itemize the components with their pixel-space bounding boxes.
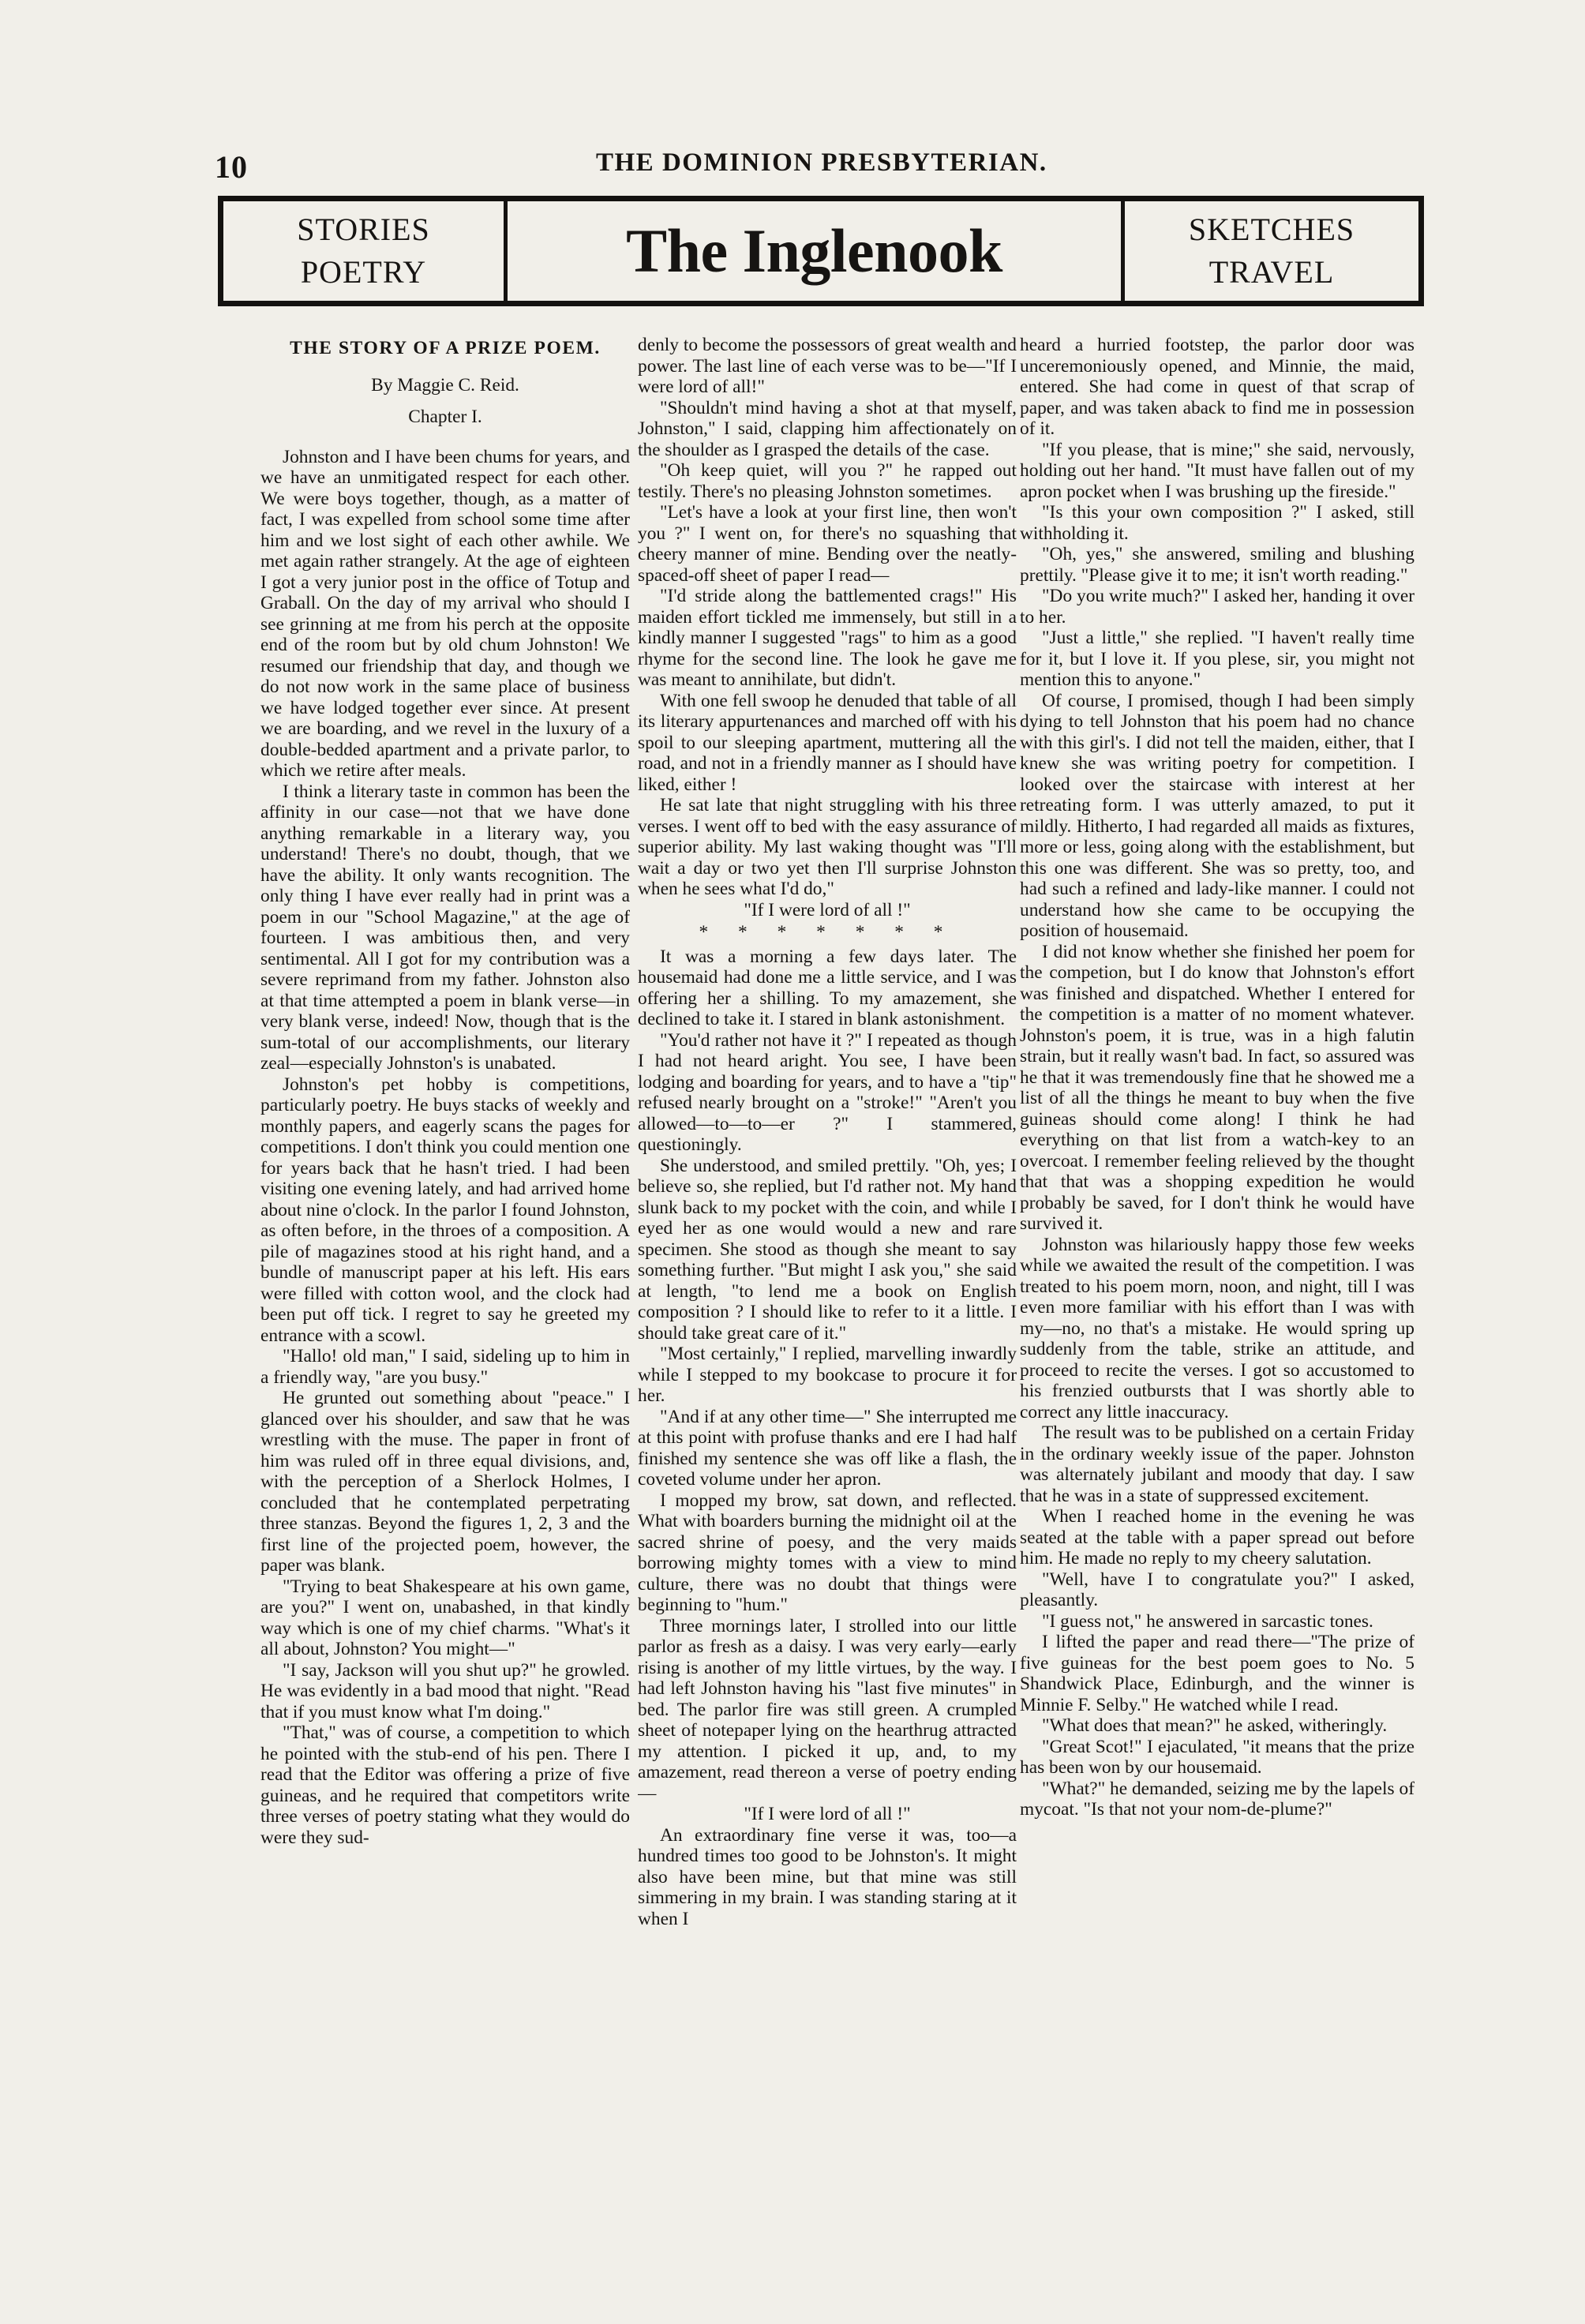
paragraph: "Shouldn't mind having a shot at that myself, Johnston," I said, clapping him affectionately on the shoulder as I grasped the details of the case. [638,397,1017,460]
paragraph: The result was to be published on a certain Friday in the ordinary weekly issue of the paper. Johnston was alternately jubilant and moody that day. I saw that he was in a state of suppressed excitement. [1020,1423,1415,1506]
text-column-3 [1020,335,1415,2292]
paragraph: Three mornings later, I strolled into our little parlor as fresh as a daisy. I was very early—early rising is another of my little virtues, by the way. I had left Johnston having his "last five minutes" in bed. The parlor fire was still green. A crumpled sheet of notepaper lying on the hearthrug attracted my attention. I picked it up, and, to my amazement, read thereon a verse of poetry ending— [638,1615,1017,1804]
text-column-2 [638,335,1017,2292]
paragraph: "I say, Jackson will you shut up?" he growled. He was evidently in a bad mood that night. "Read that if you must know what I'm doing." [260,1659,630,1722]
paragraph: Johnston was hilariously happy those few weeks while we awaited the result of the competition. I was treated to his poem morn, noon, and night, till I was even more familiar with his effort than I was with my—no, no that's a mistake. He would spring up suddenly from the table, strike an attitude, and proceed to recite the verses. I got so accustomed to his frenzied outbursts that I was shortly able to correct any little inaccuracy. [1020,1234,1415,1423]
paragraph: She understood, and smiled prettily. "Oh, yes; I believe so, she replied, but I'd rather not. My hand slunk back to my pocket with the coin, and while I eyed her as one would would a new and rare specimen. She stood as though she meant to say something further. "But might I ask you," she said at length, "to lend me a book on English composition ? I should like to refer to it a little. I should take great care of it." [638,1155,1017,1344]
paragraph: "What?" he demanded, seizing me by the lapels of mycoat. "Is that not your nom-de-plume?" [1020,1778,1415,1820]
verse-line: "If I were lord of all !" [744,899,911,920]
paragraph: "I'd stride along the battlemented crags!" His maiden effort tickled me immensely, but still in a kindly manner I suggested "rags" to him as a good rhyme for the second line. The look he gave me was meant to annihilate, but didn't. [638,586,1017,690]
paragraph: "Hallo! old man," I said, sideling up to him in a friendly way, "are you busy." [260,1346,630,1388]
paragraph: An extraordinary fine verse it was, too—a hundred times too good to be Johnston's. It might also have been mine, but that mine was still simmering in my brain. I was standing staring at it when I [638,1824,1017,1929]
paragraph: "That," was of course, a competition to which he pointed with the stub-end of his pen. There I read that the Editor was offering a prize of five guineas, and he required that competitors write three verses of poetry stating what they would do were they sud- [260,1722,630,1848]
paragraph: "Trying to beat Shakespeare at his own game, are you?" I went on, unabashed, in that kindly way which is one of my chief charms. "What's it all about, Johnston? You might—" [260,1576,630,1659]
paragraph: denly to become the possessors of great wealth and power. The last line of each verse was to be—"If I were lord of all!" [638,335,1017,397]
paragraph: "Well, have I to congratulate you?" I asked, pleasantly. [1020,1569,1415,1610]
paragraph: With one fell swoop he denuded that table of all its literary appurtenances and marched off with his spoil to our sleeping apartment, muttering all the road, and not in a friendly manner as I should have liked, either ! [638,690,1017,795]
text-column-1 [260,335,630,2292]
paragraph: "Is this your own composition ?" I asked, still withholding it. [1020,502,1415,544]
paragraph: "You'd rather not have it ?" I repeated as though I had not heard aright. You see, I have been lodging and boarding for years, and to have a "tip" refused nearly brought on a "stroke!" "Aren't you allowed—to—to—er ?" I stammered, questioningly. [638,1029,1017,1155]
paragraph: Johnston's pet hobby is competitions, particularly poetry. He buys stacks of weekly and monthly papers, and eagerly scans the pages for competitions. I don't think you could mention one for years back that he hasn't tried. I had been visiting one evening lately, and had arrived home about nine o'clock. In the parlor I found Johnston, as often before, in the throes of a composition. A pile of magazines stood at his right hand, and a bundle of manuscript paper at his left. His ears were filled with cotton wool, and the clock had been put off tick. I regret to say he greeted my entrance with a scowl. [260,1074,630,1346]
paragraph: "Great Scot!" I ejaculated, "it means that the prize has been won by our housemaid. [1020,1736,1415,1778]
story-title: THE STORY OF A PRIZE POEM. [290,338,601,358]
section-banner [218,196,1424,306]
paragraph: "What does that mean?" he asked, witheringly. [1042,1715,1388,1736]
banner-right-line-1: SKETCHES [1188,212,1355,247]
verse-line: "If I were lord of all !" [744,1804,911,1824]
paragraph: "If you please, that is mine;" she said, nervously, holding out her hand. "It must have fallen out of my apron pocket when I was brushing up the fireside." [1020,439,1415,502]
section-break: * * * * * * * [699,922,956,943]
banner-left-box [223,201,508,301]
paragraph: "And if at any other time—" She interrupted me at this point with profuse thanks and ere I had half finished my sentence she was off like a flash, the coveted volume under her apron. [638,1406,1017,1490]
paragraph: I did not know whether she finished her poem for the competion, but I do know that Johnston's effort was finished and dispatched. Whether I entered for the competition is a matter of no moment whatever. Johnston's poem, it is true, was in a high falutin strain, but it really wasn't bad. In fact, so assured was he that it was tremendously fine that he showed me a list of all the things he meant to buy when the five guineas should come along! I think he had everything on that list from a watch-key to an overcoat. I remember feeling relieved by the thought that that was a shopping expedition he would probably be saved, for I don't think he would have survived it. [1020,941,1415,1234]
paragraph: I mopped my brow, sat down, and reflected. What with boarders burning the midnight oil at the sacred shrine of poesy, and the very maids borrowing mighty tomes with a view to mind culture, there was no doubt that things were beginning to "hum." [638,1490,1017,1615]
paragraph: He grunted out something about "peace." I glanced over his shoulder, and saw that he was wrestling with the muse. The paper in front of him was ruled off in three equal divisions, and, with the perception of a Sherlock Holmes, I concluded that he contemplated perpetrating three stanzas. Beyond the figures 1, 2, 3 and the first line of the projected poem, however, the paper was blank. [260,1388,630,1576]
paragraph: When I reached home in the evening he was seated at the table with a paper spread out before him. He made no reply to my cheery salutation. [1020,1506,1415,1569]
paragraph: "Oh, yes," she answered, smiling and blushing prettily. "Please give it to me; it isn't worth reading." [1020,544,1415,586]
paragraph: "Let's have a look at your first line, then won't you ?" I went on, for there's no squashing that cheery manner of mine. Bending over the neatly-spaced-off sheet of paper I read— [638,502,1017,586]
banner-right-box [1121,201,1418,301]
paragraph: He sat late that night struggling with his three verses. I went off to bed with the easy assurance of superior ability. My last waking thought was "I'll wait a day or two yet then I'll surprise Johnston when he sees what I'd do," [638,795,1017,899]
paragraph: "Oh keep quiet, will you ?" he rapped out testily. There's no pleasing Johnston sometimes. [638,460,1017,502]
banner-left-line-1: STORIES [297,212,430,247]
section-title: The Inglenook [626,216,1002,285]
paragraph: "Most certainly," I replied, marvelling inwardly while I stepped to my bookcase to procure it for her. [638,1344,1017,1406]
paragraph: "Do you write much?" I asked her, handing it over to her. [1020,586,1415,628]
banner-right-line-2: TRAVEL [1208,254,1335,290]
paragraph: "Just a little," she replied. "I haven't really time for it, but I love it. If you plese, sir, you might not mention this to anyone." [1020,628,1415,690]
paragraph: Johnston and I have been chums for years, and we have an unmitigated respect for each other. We were boys together, though, as a matter of fact, I was expelled from school some time after him and we lost sight of each other awhile. We met again rather strangely. At the age of eighteen I got a very junior post in the office of Totup and Graball. On the day of my arrival who should I see grinning at me from his perch at the opposite end of the room but by old chum Johnston! We resumed our friendship that day, and though we do not now work in the same place of business we have lodged together ever since. At present we are boarding, and we revel in the luxury of a double-bedded apartment and a private parlor, to which we retire after meals. [260,446,630,781]
paragraph: "I guess not," he answered in sarcastic tones. [1042,1610,1373,1632]
story-byline: By Maggie C. Reid. [371,374,519,395]
paragraph: Of course, I promised, though I had been simply dying to tell Johnston that his poem had no chance with this girl's. I did not tell the maiden, either, that I knew she was writing poetry for competition. I looked over the staircase with interest at her retreating form. I was utterly amazed, to put it mildly. Hitherto, I had regarded all maids as fixtures, more or less, going along with the establishment, but this one was different. She was so pretty, too, and had such a refined and lady-like manner. I could not understand how she came to be occupying the position of housemaid. [1020,690,1415,941]
page-number: 10 [215,149,248,185]
paragraph: I think a literary taste in common has been the affinity in our case—not that we have done anything remarkable in a literary way, you understand! There's no doubt, though, that we have the ability. It only wants recognition. The only thing I have ever really had in print was a poem in our "School Magazine," at the age of fourteen. I was ambitious then, and very sentimental. All I got for my contribution was a severe reprimand from my father. Johnston also at that time attempted a poem in blank verse—in very blank verse, indeed! Now, though that is the sum-total of our accomplishments, our literary zeal—especially Johnston's is unabated. [260,781,630,1074]
paragraph: I lifted the paper and read there—"The prize of five guineas for the best poem goes to No. 5 Shandwick Place, Edinburgh, and the winner is Minnie F. Selby." He watched while I read. [1020,1632,1415,1715]
paragraph: It was a morning a few days later. The housemaid had done me a little service, and I was offering her a shilling. To my amazement, she declined to take it. I stared in blank astonishment. [638,946,1017,1029]
running-head: THE DOMINION PRESBYTERIAN. [596,148,1047,177]
paragraph: heard a hurried footstep, the parlor door was unceremoniously opened, and Minnie, the maid, entered. She had come in quest of that scrap of paper, and was taken aback to find me in possession of it. [1020,335,1415,439]
story-chapter: Chapter I. [408,407,482,427]
banner-left-line-2: POETRY [300,254,427,290]
